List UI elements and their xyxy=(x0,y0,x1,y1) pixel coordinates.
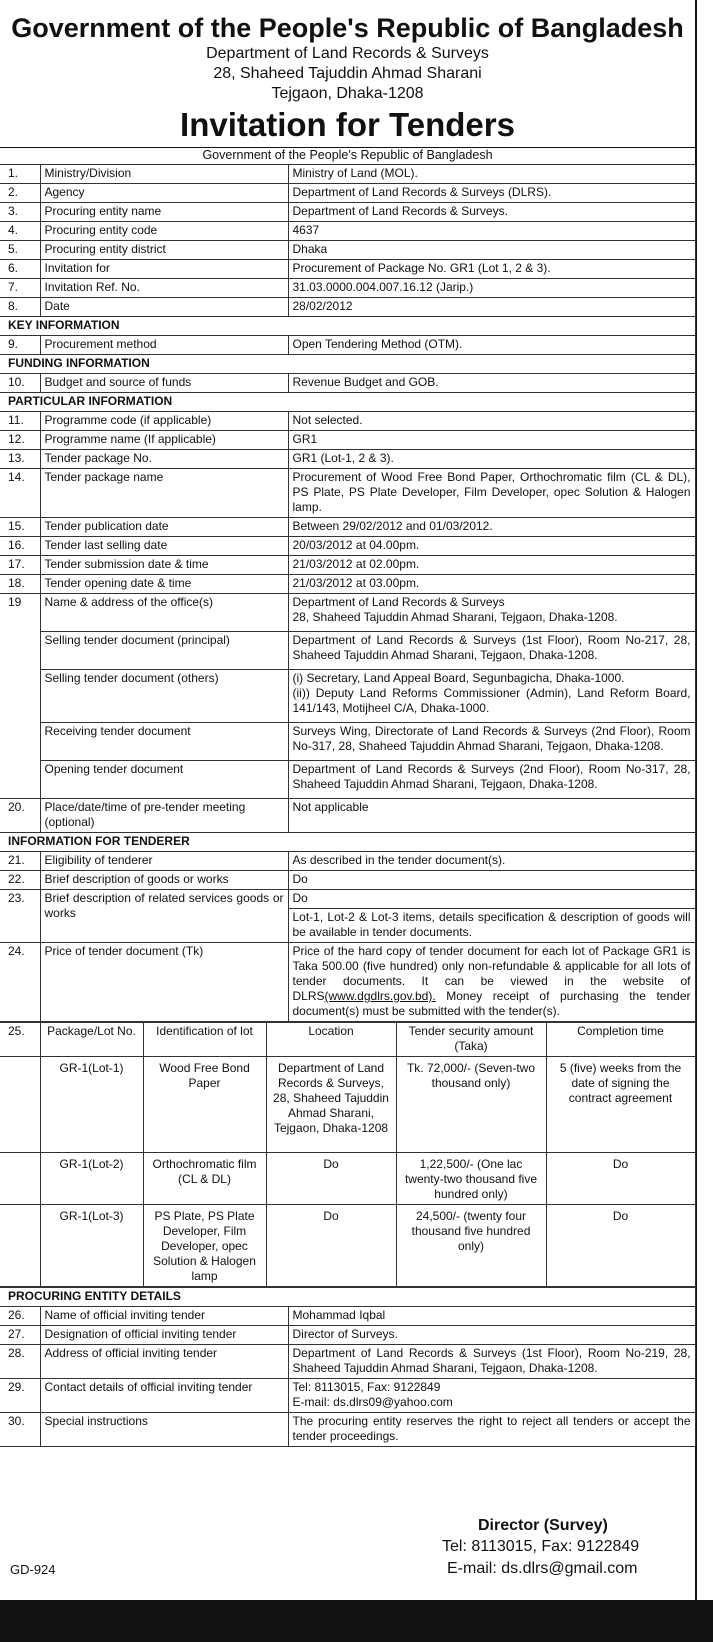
row-label: Tender package name xyxy=(40,469,288,518)
table-row xyxy=(0,1379,695,1413)
address-line-2: Tejgaon, Dhaka-1208 xyxy=(271,85,424,102)
notice-code: GD-924 xyxy=(10,1562,56,1577)
website-link[interactable]: (www.dgdlrs.gov.bd). xyxy=(324,989,436,1003)
row-number-blank xyxy=(0,1205,40,1287)
row-number: 3. xyxy=(0,203,40,222)
row-label: Special instructions xyxy=(40,1413,288,1447)
row-label: Invitation Ref. No. xyxy=(40,279,288,298)
row-label: Programme code (if applicable) xyxy=(40,412,288,431)
table-row xyxy=(0,943,695,1022)
row-value: Department of Land Records & Surveys (1st Floor), Room No-217, 28, Shaheed Tajuddin Ahmad Sharani, Tejgaon, Dhaka-1208. xyxy=(288,632,695,670)
row-label: Designation of official inviting tender xyxy=(40,1326,288,1345)
row-number: 29. xyxy=(0,1379,40,1413)
table-row xyxy=(0,594,695,632)
row-value: 21/03/2012 at 03.00pm. xyxy=(288,575,695,594)
row-label: Tender package No. xyxy=(40,450,288,469)
lot-cell: Orthochromatic film (CL & DL) xyxy=(143,1153,266,1205)
row-value: Between 29/02/2012 and 01/03/2012. xyxy=(288,518,695,537)
lot-row xyxy=(0,1153,695,1205)
row-number: 8. xyxy=(0,298,40,317)
row-value: Tel: 8113015, Fax: 9122849 E-mail: ds.dlrs09@yahoo.com xyxy=(288,1379,695,1413)
row-number: 20. xyxy=(0,799,40,833)
table-row xyxy=(0,1345,695,1379)
row-label: Receiving tender document xyxy=(40,723,288,761)
lot-cell: 24,500/- (twenty four thousand five hundred only) xyxy=(396,1205,546,1287)
row-label: Programme name (If applicable) xyxy=(40,431,288,450)
column-header: Location xyxy=(266,1023,396,1057)
row-number: 4. xyxy=(0,222,40,241)
lot-row xyxy=(0,1205,695,1287)
row-number: 6. xyxy=(0,260,40,279)
column-header: Identification of lot xyxy=(143,1023,266,1057)
table-row xyxy=(0,518,695,537)
price-text-cont: Money receipt of purchasing the tender document(s) must be submitted with the tender(s). xyxy=(292,989,691,1018)
section-title: PROCURING ENTITY DETAILS xyxy=(0,1288,695,1307)
table-row xyxy=(0,222,695,241)
row-value: Do xyxy=(288,871,695,890)
table-row xyxy=(0,450,695,469)
lots-table xyxy=(0,1022,696,1287)
row-value: As described in the tender document(s). xyxy=(288,852,695,871)
row-label: Ministry/Division xyxy=(40,165,288,184)
lot-cell: Do xyxy=(266,1205,396,1287)
notice-header xyxy=(0,12,695,145)
row-number: 24. xyxy=(0,943,40,1022)
row-value xyxy=(288,943,695,1022)
row-label: Procurement method xyxy=(40,336,288,355)
section-heading xyxy=(0,393,695,412)
lot-cell: GR-1(Lot-2) xyxy=(40,1153,143,1205)
table-row xyxy=(0,374,695,393)
table-row xyxy=(0,298,695,317)
row-label: Eligibility of tenderer xyxy=(40,852,288,871)
table-row xyxy=(0,1307,695,1326)
table-row xyxy=(0,537,695,556)
price-text: Price of the hard copy of tender document for each lot of Package GR1 is Taka 500.00 (five hundred) only non-refundable & applicable for all lots of tender documents. It can be viewed in the website of DLRS xyxy=(292,944,691,1003)
row-label: Tender publication date xyxy=(40,518,288,537)
row-label: Name of official inviting tender xyxy=(40,1307,288,1326)
table-row xyxy=(0,723,695,761)
column-header: Completion time xyxy=(546,1023,695,1057)
row-number: 25. xyxy=(0,1023,40,1057)
row-label: Contact details of official inviting tender xyxy=(40,1379,288,1413)
procuring-table xyxy=(0,1287,696,1447)
table-row xyxy=(0,165,695,184)
row-number: 30. xyxy=(0,1413,40,1447)
lot-cell: GR-1(Lot-1) xyxy=(40,1057,143,1153)
table-row xyxy=(0,799,695,833)
row-number: 18. xyxy=(0,575,40,594)
section-title: PARTICULAR INFORMATION xyxy=(0,393,695,412)
row-value-line: Lot-1, Lot-2 & Lot-3 items, details specification & description of goods will be available in tender documents. xyxy=(292,910,691,939)
table-row xyxy=(0,412,695,431)
lot-cell: Do xyxy=(266,1153,396,1205)
table-row xyxy=(0,431,695,450)
row-number: 21. xyxy=(0,852,40,871)
row-number: 5. xyxy=(0,241,40,260)
row-label: Agency xyxy=(40,184,288,203)
row-label: Tender opening date & time xyxy=(40,575,288,594)
row-value: Not selected. xyxy=(288,412,695,431)
lot-cell: Department of Land Records & Surveys, 28, Shaheed Tajuddin Ahmad Sharani, Tejgaon, Dhaka-1208 xyxy=(266,1057,396,1153)
row-number: 26. xyxy=(0,1307,40,1326)
lot-row xyxy=(0,1057,695,1153)
row-value: Department of Land Records & Surveys (2nd Floor), Room No-317, 28, Shaheed Tajuddin Ahmad Sharani, Tejgaon, Dhaka-1208. xyxy=(288,761,695,799)
row-value: Department of Land Records & Surveys (1st Floor), Room No-219, 28, Shaheed Tajuddin Ahmad Sharani, Tejgaon, Dhaka-1208. xyxy=(288,1345,695,1379)
row-label: Procuring entity name xyxy=(40,203,288,222)
section-title: KEY INFORMATION xyxy=(0,317,695,336)
row-label: Procuring entity code xyxy=(40,222,288,241)
row-number: 22. xyxy=(0,871,40,890)
row-value: Not applicable xyxy=(288,799,695,833)
row-number: 17. xyxy=(0,556,40,575)
row-value xyxy=(288,890,695,943)
row-value: GR1 (Lot-1, 2 & 3). xyxy=(288,450,695,469)
table-row xyxy=(0,203,695,222)
row-number: 7. xyxy=(0,279,40,298)
bottom-bar xyxy=(0,1600,713,1642)
row-number: 19 xyxy=(0,594,40,799)
row-number: 9. xyxy=(0,336,40,355)
row-label: Tender last selling date xyxy=(40,537,288,556)
lot-cell: GR-1(Lot-3) xyxy=(40,1205,143,1287)
lot-cell: Do xyxy=(546,1205,695,1287)
signatory-phone: Tel: 8113015, Fax: 9122849 xyxy=(442,1538,640,1555)
table-row xyxy=(0,184,695,203)
table-row xyxy=(0,632,695,670)
row-number-blank xyxy=(0,1153,40,1205)
row-label: Price of tender document (Tk) xyxy=(40,943,288,1022)
column-header: Tender security amount (Taka) xyxy=(396,1023,546,1057)
row-value: Director of Surveys. xyxy=(288,1326,695,1345)
table-row xyxy=(0,469,695,518)
tender-table xyxy=(0,164,696,1022)
table-row xyxy=(0,1413,695,1447)
row-value: Department of Land Records & Surveys. xyxy=(288,203,695,222)
row-label: Selling tender document (principal) xyxy=(40,632,288,670)
row-number: 15. xyxy=(0,518,40,537)
row-number: 16. xyxy=(0,537,40,556)
row-label: Budget and source of funds xyxy=(40,374,288,393)
section-heading xyxy=(0,317,695,336)
table-row xyxy=(0,890,695,943)
table-row xyxy=(0,575,695,594)
lot-cell: PS Plate, PS Plate Developer, Film Developer, opec Solution & Halogen lamp xyxy=(143,1205,266,1287)
row-number: 28. xyxy=(0,1345,40,1379)
table-row xyxy=(0,336,695,355)
section-title: FUNDING INFORMATION xyxy=(0,355,695,374)
row-value: GR1 xyxy=(288,431,695,450)
row-value: 4637 xyxy=(288,222,695,241)
row-number: 14. xyxy=(0,469,40,518)
table-row xyxy=(0,852,695,871)
signatory-email: E-mail: ds.dlrs@gmail.com xyxy=(447,1560,638,1577)
row-value: Open Tendering Method (OTM). xyxy=(288,336,695,355)
row-label: Address of official inviting tender xyxy=(40,1345,288,1379)
row-label: Invitation for xyxy=(40,260,288,279)
lots-header-row xyxy=(0,1023,695,1057)
row-label: Opening tender document xyxy=(40,761,288,799)
row-value: (i) Secretary, Land Appeal Board, Segunbagicha, Dhaka-1000. (ii)) Deputy Land Reforms Commissioner (Admin), Land Reform Board, 141/143, Motijheel C/A, Dhaka-1000. xyxy=(288,670,695,723)
lot-cell: 5 (five) weeks from the date of signing the contract agreement xyxy=(546,1057,695,1153)
column-header: Package/Lot No. xyxy=(40,1023,143,1057)
row-value: Procurement of Wood Free Bond Paper, Orthochromatic film (CL & DL), PS Plate, PS Plate Developer, Film Developer, opec Solution & Halogen lamp. xyxy=(288,469,695,518)
row-label: Procuring entity district xyxy=(40,241,288,260)
table-subtitle: Government of the People's Republic of Bangladesh xyxy=(0,147,695,164)
row-value: 28/02/2012 xyxy=(288,298,695,317)
address-line-1: 28, Shaheed Tajuddin Ahmad Sharani xyxy=(213,65,482,82)
row-number: 13. xyxy=(0,450,40,469)
row-label: Brief description of goods or works xyxy=(40,871,288,890)
lot-cell: Wood Free Bond Paper xyxy=(143,1057,266,1153)
section-heading xyxy=(0,1288,695,1307)
row-number: 23. xyxy=(0,890,40,943)
row-number: 27. xyxy=(0,1326,40,1345)
row-value: Department of Land Records & Surveys (DLRS). xyxy=(288,184,695,203)
row-number: 10. xyxy=(0,374,40,393)
row-number: 11. xyxy=(0,412,40,431)
row-label: Brief description of related services goods or works xyxy=(40,890,288,943)
row-value: Department of Land Records & Surveys 28, Shaheed Tajuddin Ahmad Sharani, Tejgaon, Dhaka-1208. xyxy=(288,594,695,632)
government-title: Government of the People's Republic of Bangladesh xyxy=(11,13,684,43)
row-value: Mohammad Iqbal xyxy=(288,1307,695,1326)
lot-cell: Do xyxy=(546,1153,695,1205)
department-name: Department of Land Records & Surveys xyxy=(206,45,489,62)
row-value-line: Do xyxy=(289,890,695,909)
row-value: Dhaka xyxy=(288,241,695,260)
section-heading xyxy=(0,355,695,374)
lot-cell: 1,22,500/- (One lac twenty-two thousand five hundred only) xyxy=(396,1153,546,1205)
row-value: 20/03/2012 at 04.00pm. xyxy=(288,537,695,556)
row-label: Tender submission date & time xyxy=(40,556,288,575)
page-title: Invitation for Tenders xyxy=(180,106,515,143)
section-heading xyxy=(0,833,695,852)
table-row xyxy=(0,260,695,279)
row-label: Place/date/time of pre-tender meeting (optional) xyxy=(40,799,288,833)
table-row xyxy=(0,241,695,260)
section-title: INFORMATION FOR TENDERER xyxy=(0,833,695,852)
table-row xyxy=(0,871,695,890)
lot-cell: Tk. 72,000/- (Seven-two thousand only) xyxy=(396,1057,546,1153)
row-number: 12. xyxy=(0,431,40,450)
row-value: Procurement of Package No. GR1 (Lot 1, 2 & 3). xyxy=(288,260,695,279)
table-row xyxy=(0,1326,695,1345)
signatory-title: Director (Survey) xyxy=(478,1517,608,1534)
row-value: 31.03.0000.004.007.16.12 (Jarip.) xyxy=(288,279,695,298)
row-number-blank xyxy=(0,1057,40,1153)
row-value: Ministry of Land (MOL). xyxy=(288,165,695,184)
table-row xyxy=(0,670,695,723)
row-value: Surveys Wing, Directorate of Land Records & Surveys (2nd Floor), Room No-317, 28, Shaheed Tajuddin Ahmad Sharani, Tejgaon, Dhaka-1208. xyxy=(288,723,695,761)
row-value: 21/03/2012 at 02.00pm. xyxy=(288,556,695,575)
row-value: The procuring entity reserves the right to reject all tenders or accept the tender proceedings. xyxy=(288,1413,695,1447)
table-row xyxy=(0,279,695,298)
row-value: Revenue Budget and GOB. xyxy=(288,374,695,393)
row-number: 1. xyxy=(0,165,40,184)
row-label: Date xyxy=(40,298,288,317)
table-row xyxy=(0,761,695,799)
table-row xyxy=(0,556,695,575)
row-label: Name & address of the office(s) xyxy=(40,594,288,632)
row-label: Selling tender document (others) xyxy=(40,670,288,723)
row-number: 2. xyxy=(0,184,40,203)
